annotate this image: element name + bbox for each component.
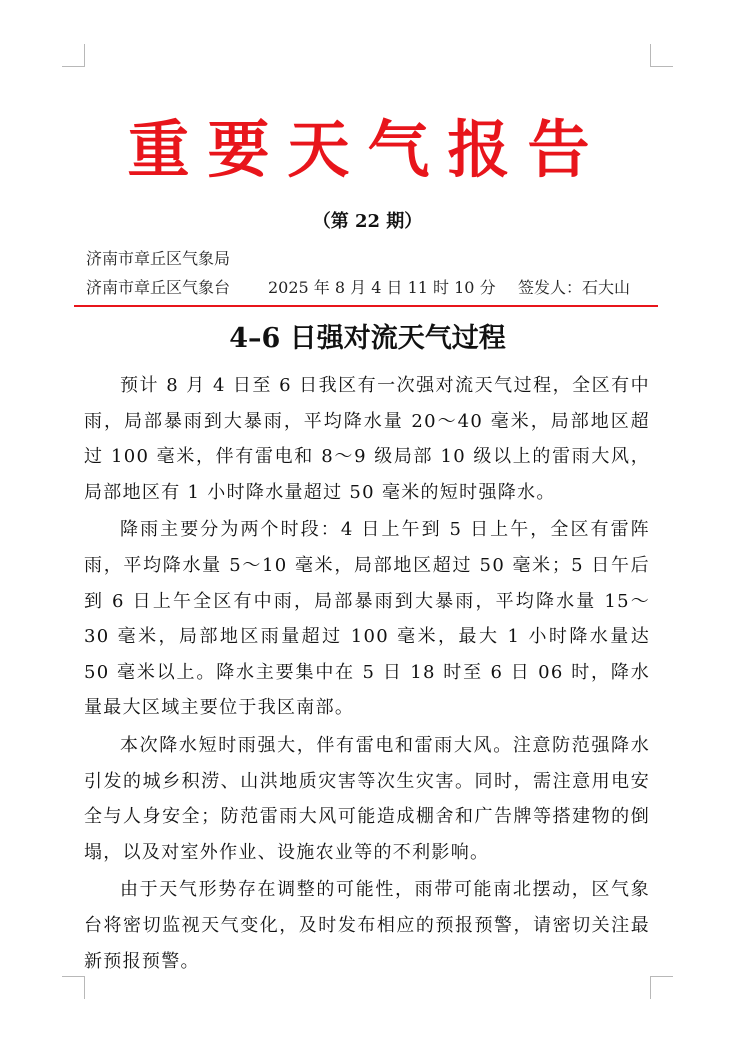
issue-number: （第 22 期） [312,211,423,232]
paragraph-forecast: 预计 8 月 4 日至 6 日我区有一次强对流天气过程，全区有中雨，局部暴雨到大暴雨，平均降水量 20～40 毫米，局部地区超过 100 毫米，伴有雷电和 8～9 级局部 10 级以上的雷雨大风，局部地区有 1 小时降水量超过 50 毫米的短时强降水。 [84,375,650,503]
signer: 签发人：石大山 [518,278,631,297]
crop-mark-bottom-left [62,976,85,999]
issuing-bureau: 济南市章丘区气象局 [86,249,231,268]
paragraph-precautions: 本次降水短时雨强大，伴有雷电和雷雨大风。注意防范强降水引发的城乡积涝、山洪地质灾害等次生灾害。同时，需注意用电安全与人身安全；防范雷雨大风可能造成棚舍和广告牌等搭建物的倒塌，以及对室外作业、设施农业等的不利影响。 [84,734,650,863]
paragraph-monitoring: 由于天气形势存在调整的可能性，雨带可能南北摆动，区气象台将密切监视天气变化，及时发布相应的预报预警，请密切关注最新预报预警。 [84,879,650,972]
paragraph-rain-periods: 降雨主要分为两个时段：4 日上午到 5 日上午，全区有雷阵雨，平均降水量 5～10 毫米，局部地区超过 50 毫米；5 日午后到 6 日上午全区有中雨，局部暴雨到大暴雨，平均降水量 15～30 毫米，局部地区雨量超过 100 毫米，最大 1 小时降水量达 50 毫米以上。降水主要集中在 5 日 18 时至 6 日 06 时，降水量最大区域主要位于我区南部。 [84,519,650,719]
red-divider [74,305,658,307]
issue-date: 2025 年 8 月 4 日 11 时 10 分 [268,278,496,297]
crop-mark-bottom-right [650,976,673,999]
issuing-station: 济南市章丘区气象台 [86,278,231,297]
crop-mark-top-right [650,44,673,67]
report-body [84,368,650,981]
report-title: 重要天气报告 [127,113,608,186]
issuer-row [86,276,646,300]
crop-mark-top-left [62,44,85,67]
report-subtitle: 4–6 日强对流天气过程 [229,323,506,354]
